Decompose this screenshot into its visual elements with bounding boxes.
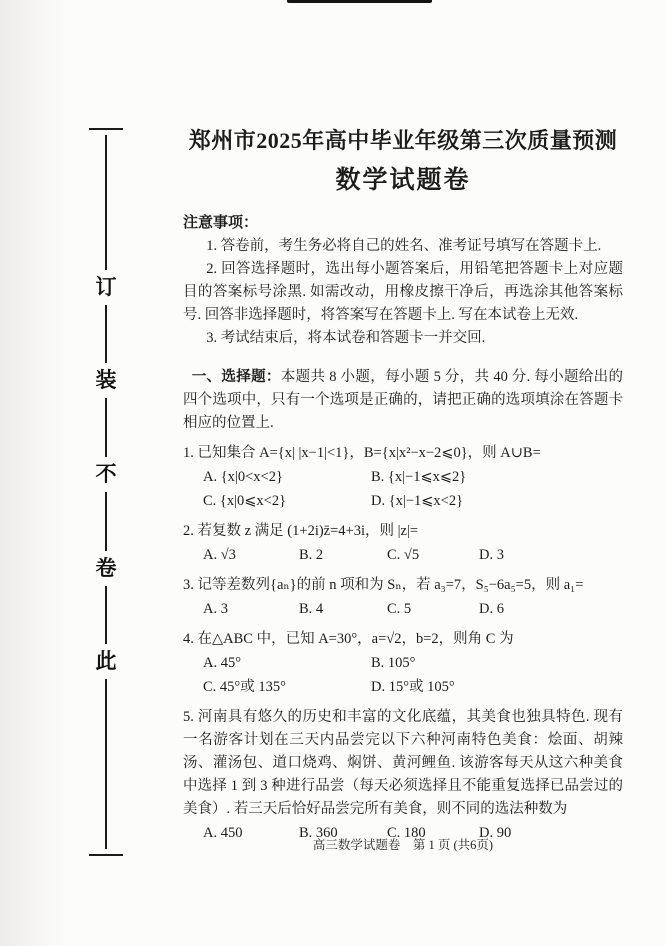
option-a: A. 45°: [203, 655, 242, 671]
question-5-stem: 5. 河南具有悠久的历史和丰富的文化底蕴，其美食也独具特色. 现有一名游客计划在三天内品尝完以下六种河南特色美食：烩面、胡辣汤、灌汤包、道口烧鸡、焖饼、黄河鲤鱼. 该游客每天从这六种美食中选择 1 到 3 种进行品尝（每天必须选择且不能重复选择已品尝过的美食）. 若三天后恰好品尝完所有美食，则不同的选法种数为: [183, 709, 623, 817]
question-2-options: [183, 544, 623, 567]
binding-line-segment: [105, 135, 107, 270]
binding-line-top-cap: [89, 128, 123, 130]
question-5: [183, 706, 623, 845]
notice-item-1: 1. 答卷前，考生务必将自己的姓名、准考证号填写在答题卡上.: [206, 238, 602, 254]
option-c: C. 180: [387, 825, 426, 841]
notice-heading: 注意事项：: [183, 215, 259, 231]
binding-char: 不: [95, 461, 117, 486]
binding-line-segment: [105, 305, 107, 364]
question-2: [183, 520, 623, 567]
option-c: C. {x|0⩽x<2}: [203, 493, 287, 509]
exam-title: 郑州市2025年高中毕业年级第三次质量预测: [188, 128, 618, 153]
option-d: D. 3: [479, 547, 504, 563]
binding-line-segment: [105, 492, 107, 551]
option-a: A. 3: [203, 601, 228, 617]
binding-char: 订: [95, 274, 117, 299]
binding-char: 装: [95, 368, 117, 393]
question-3-stem: 3. 记等差数列{aₙ}的前 n 项和为 Sₙ，若 a₃=7，S₅−6a₅=5，则 a₁=: [183, 577, 584, 593]
question-4-stem: 4. 在△ABC 中，已知 A=30°，a=√2，b=2，则角 C 为: [183, 631, 514, 647]
option-d: D. 15°或 105°: [371, 679, 455, 695]
option-a: A. {x|0<x<2}: [203, 469, 283, 485]
binding-char: 卷: [95, 555, 117, 580]
binding-line-segment: [105, 586, 107, 645]
question-2-stem: 2. 若复数 z 满足 (1+2i)z̄=4+3i，则 |z|=: [183, 523, 419, 539]
option-d: D. 6: [479, 601, 504, 617]
exam-content: [183, 126, 623, 846]
option-b: B. 2: [299, 547, 324, 563]
binding-char: 此: [95, 649, 117, 674]
notice-item-2: 2. 回答选择题时，选出每小题答案后，用铅笔把答题卡上对应题目的答案标号涂黑. 如需改动，用橡皮擦干净后，再选涂其他答案标号. 回答非选择题时，将答案写在答题卡上. 写在本试卷上无效.: [183, 261, 623, 323]
binding-line-segment: [105, 679, 107, 849]
option-b: B. 105°: [371, 655, 416, 671]
question-4-options: [183, 652, 623, 699]
section-one-intro: 本题共 8 小题，每小题 5 分，共 40 分. 每小题给出的四个选项中，只有一个选项是正确的，请把正确的选项填涂在答题卡相应的位置上.: [183, 369, 623, 431]
section-one-label: 一、选择题：: [191, 369, 281, 385]
scan-left-shadow: [0, 0, 66, 946]
binding-line-bottom-cap: [89, 854, 123, 856]
binding-margin: [90, 128, 122, 856]
notice-item-3: 3. 考试结束后，将本试卷和答题卡一并交回.: [206, 330, 486, 346]
question-3-options: [183, 598, 623, 621]
option-d: D. {x|−1⩽x<2}: [371, 493, 464, 509]
option-a: A. 450: [203, 825, 243, 841]
question-4: [183, 628, 623, 699]
scan-edge-mark: [287, 0, 432, 3]
option-b: B. 4: [299, 601, 324, 617]
binding-line-segment: [105, 398, 107, 457]
option-c: C. 5: [387, 601, 412, 617]
option-d: D. 90: [479, 825, 512, 841]
option-a: A. √3: [203, 547, 236, 563]
option-c: C. √5: [387, 547, 420, 563]
exam-subtitle: 数学试题卷: [335, 167, 471, 194]
section-one-heading: [183, 366, 623, 435]
question-3: [183, 574, 623, 621]
option-c: C. 45°或 135°: [203, 679, 286, 695]
page-footer: 高三数学试题卷 第 1 页 (共6页): [312, 838, 494, 852]
option-b: B. {x|−1⩽x⩽2}: [371, 469, 467, 485]
question-1: [183, 442, 623, 513]
option-b: B. 360: [299, 825, 338, 841]
question-1-options: [183, 466, 623, 513]
question-1-stem: 1. 已知集合 A={x| |x−1|<1}，B={x|x²−x−2⩽0}，则 A∪B=: [183, 445, 541, 461]
